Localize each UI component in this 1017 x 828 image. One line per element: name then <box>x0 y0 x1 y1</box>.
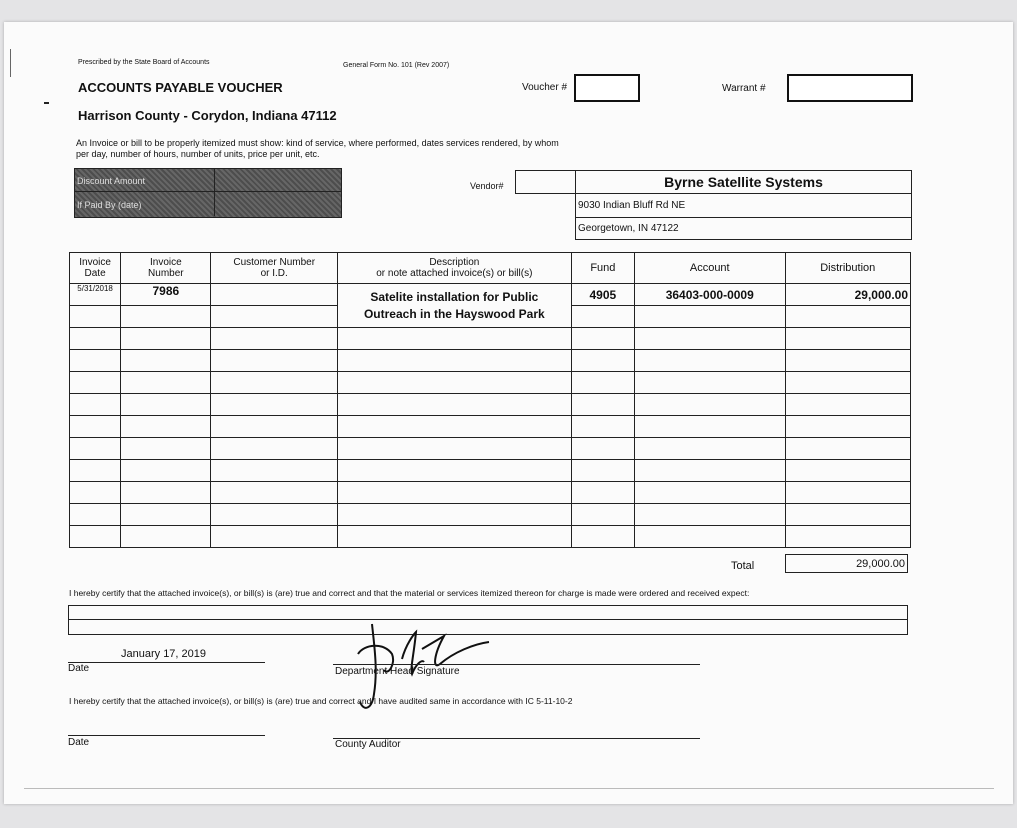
table-header-row <box>70 253 911 284</box>
instructions-line2: per day, number of hours, number of units, price per unit, etc. <box>76 149 320 159</box>
invoice-table <box>69 252 911 548</box>
table-row <box>70 526 911 548</box>
scan-mark <box>10 49 11 77</box>
certify-statement-1: I hereby certify that the attached invoice(s), or bill(s) is (are) true and correct and that the material or services itemized thereon for charge is made were ordered and received expect: <box>69 588 750 598</box>
row1-number: 7986 <box>121 284 211 306</box>
row1-distribution: 29,000.00 <box>785 284 911 306</box>
table-row <box>70 460 911 482</box>
form-number: General Form No. 101 (Rev 2007) <box>343 62 450 69</box>
row1-fund: 4905 <box>571 284 634 306</box>
total-value: 29,000.00 <box>785 554 908 573</box>
voucher-label: Voucher # <box>522 82 568 93</box>
table-row <box>70 284 911 306</box>
certify-statement-2: I hereby certify that the attached invoice(s), or bill(s) is (are) true and correct and I have audited same in accordance with IC 5-11-10-2 <box>69 696 573 706</box>
voucher-document <box>4 22 1013 804</box>
dept-head-signature-label: Department Head Signature <box>335 666 460 677</box>
vendor-table <box>515 170 912 240</box>
prescribed-text: Prescribed by the State Board of Accounts <box>78 59 210 66</box>
table-row <box>70 372 911 394</box>
date-label: Date <box>68 663 90 674</box>
warrant-label: Warrant # <box>722 83 766 94</box>
header-distribution: Distribution <box>785 253 911 284</box>
header-description: Description or note attached invoice(s) or bill(s) <box>337 253 571 284</box>
county-title: Harrison County - Corydon, Indiana 47112 <box>78 108 337 123</box>
date-label-2: Date <box>68 737 90 748</box>
vendor-name: Byrne Satellite Systems <box>576 171 912 194</box>
table-row <box>70 504 911 526</box>
header-account: Account <box>634 253 785 284</box>
voucher-number-field[interactable] <box>574 74 640 102</box>
vendor-label: Vendor# <box>470 181 504 191</box>
warrant-number-field[interactable] <box>787 74 913 102</box>
header-invoice-number: Invoice Number <box>121 253 211 284</box>
scan-edge-line <box>24 788 994 789</box>
scan-mark <box>44 102 49 104</box>
row1-customer <box>211 284 337 306</box>
vendor-number-field[interactable] <box>516 171 576 194</box>
header-customer-number: Customer Number or I.D. <box>211 253 337 284</box>
row1-description: Satelite installation for Public Outreach in the Hayswood Park <box>337 284 571 328</box>
header-invoice-date: Invoice Date <box>70 253 121 284</box>
vendor-address2: Georgetown, IN 47122 <box>576 218 912 240</box>
header-fund: Fund <box>571 253 634 284</box>
table-row <box>70 350 911 372</box>
date-value: January 17, 2019 <box>121 648 207 660</box>
vendor-address1: 9030 Indian Bluff Rd NE <box>576 194 912 218</box>
discount-amount-label: Discount Amount <box>77 176 146 186</box>
table-row <box>70 394 911 416</box>
total-label: Total <box>731 560 755 572</box>
voucher-title: ACCOUNTS PAYABLE VOUCHER <box>78 80 283 95</box>
row1-date: 5/31/2018 <box>70 284 121 306</box>
table-row <box>70 438 911 460</box>
table-row <box>70 416 911 438</box>
table-row <box>70 328 911 350</box>
county-auditor-label: County Auditor <box>335 739 401 750</box>
paid-by-label: If Paid By (date) <box>77 200 142 210</box>
table-row <box>70 482 911 504</box>
row1-account: 36403-000-0009 <box>634 284 785 306</box>
instructions-line1: An Invoice or bill to be properly itemized must show: kind of service, where performed, dates services rendered, by whom <box>76 138 559 148</box>
